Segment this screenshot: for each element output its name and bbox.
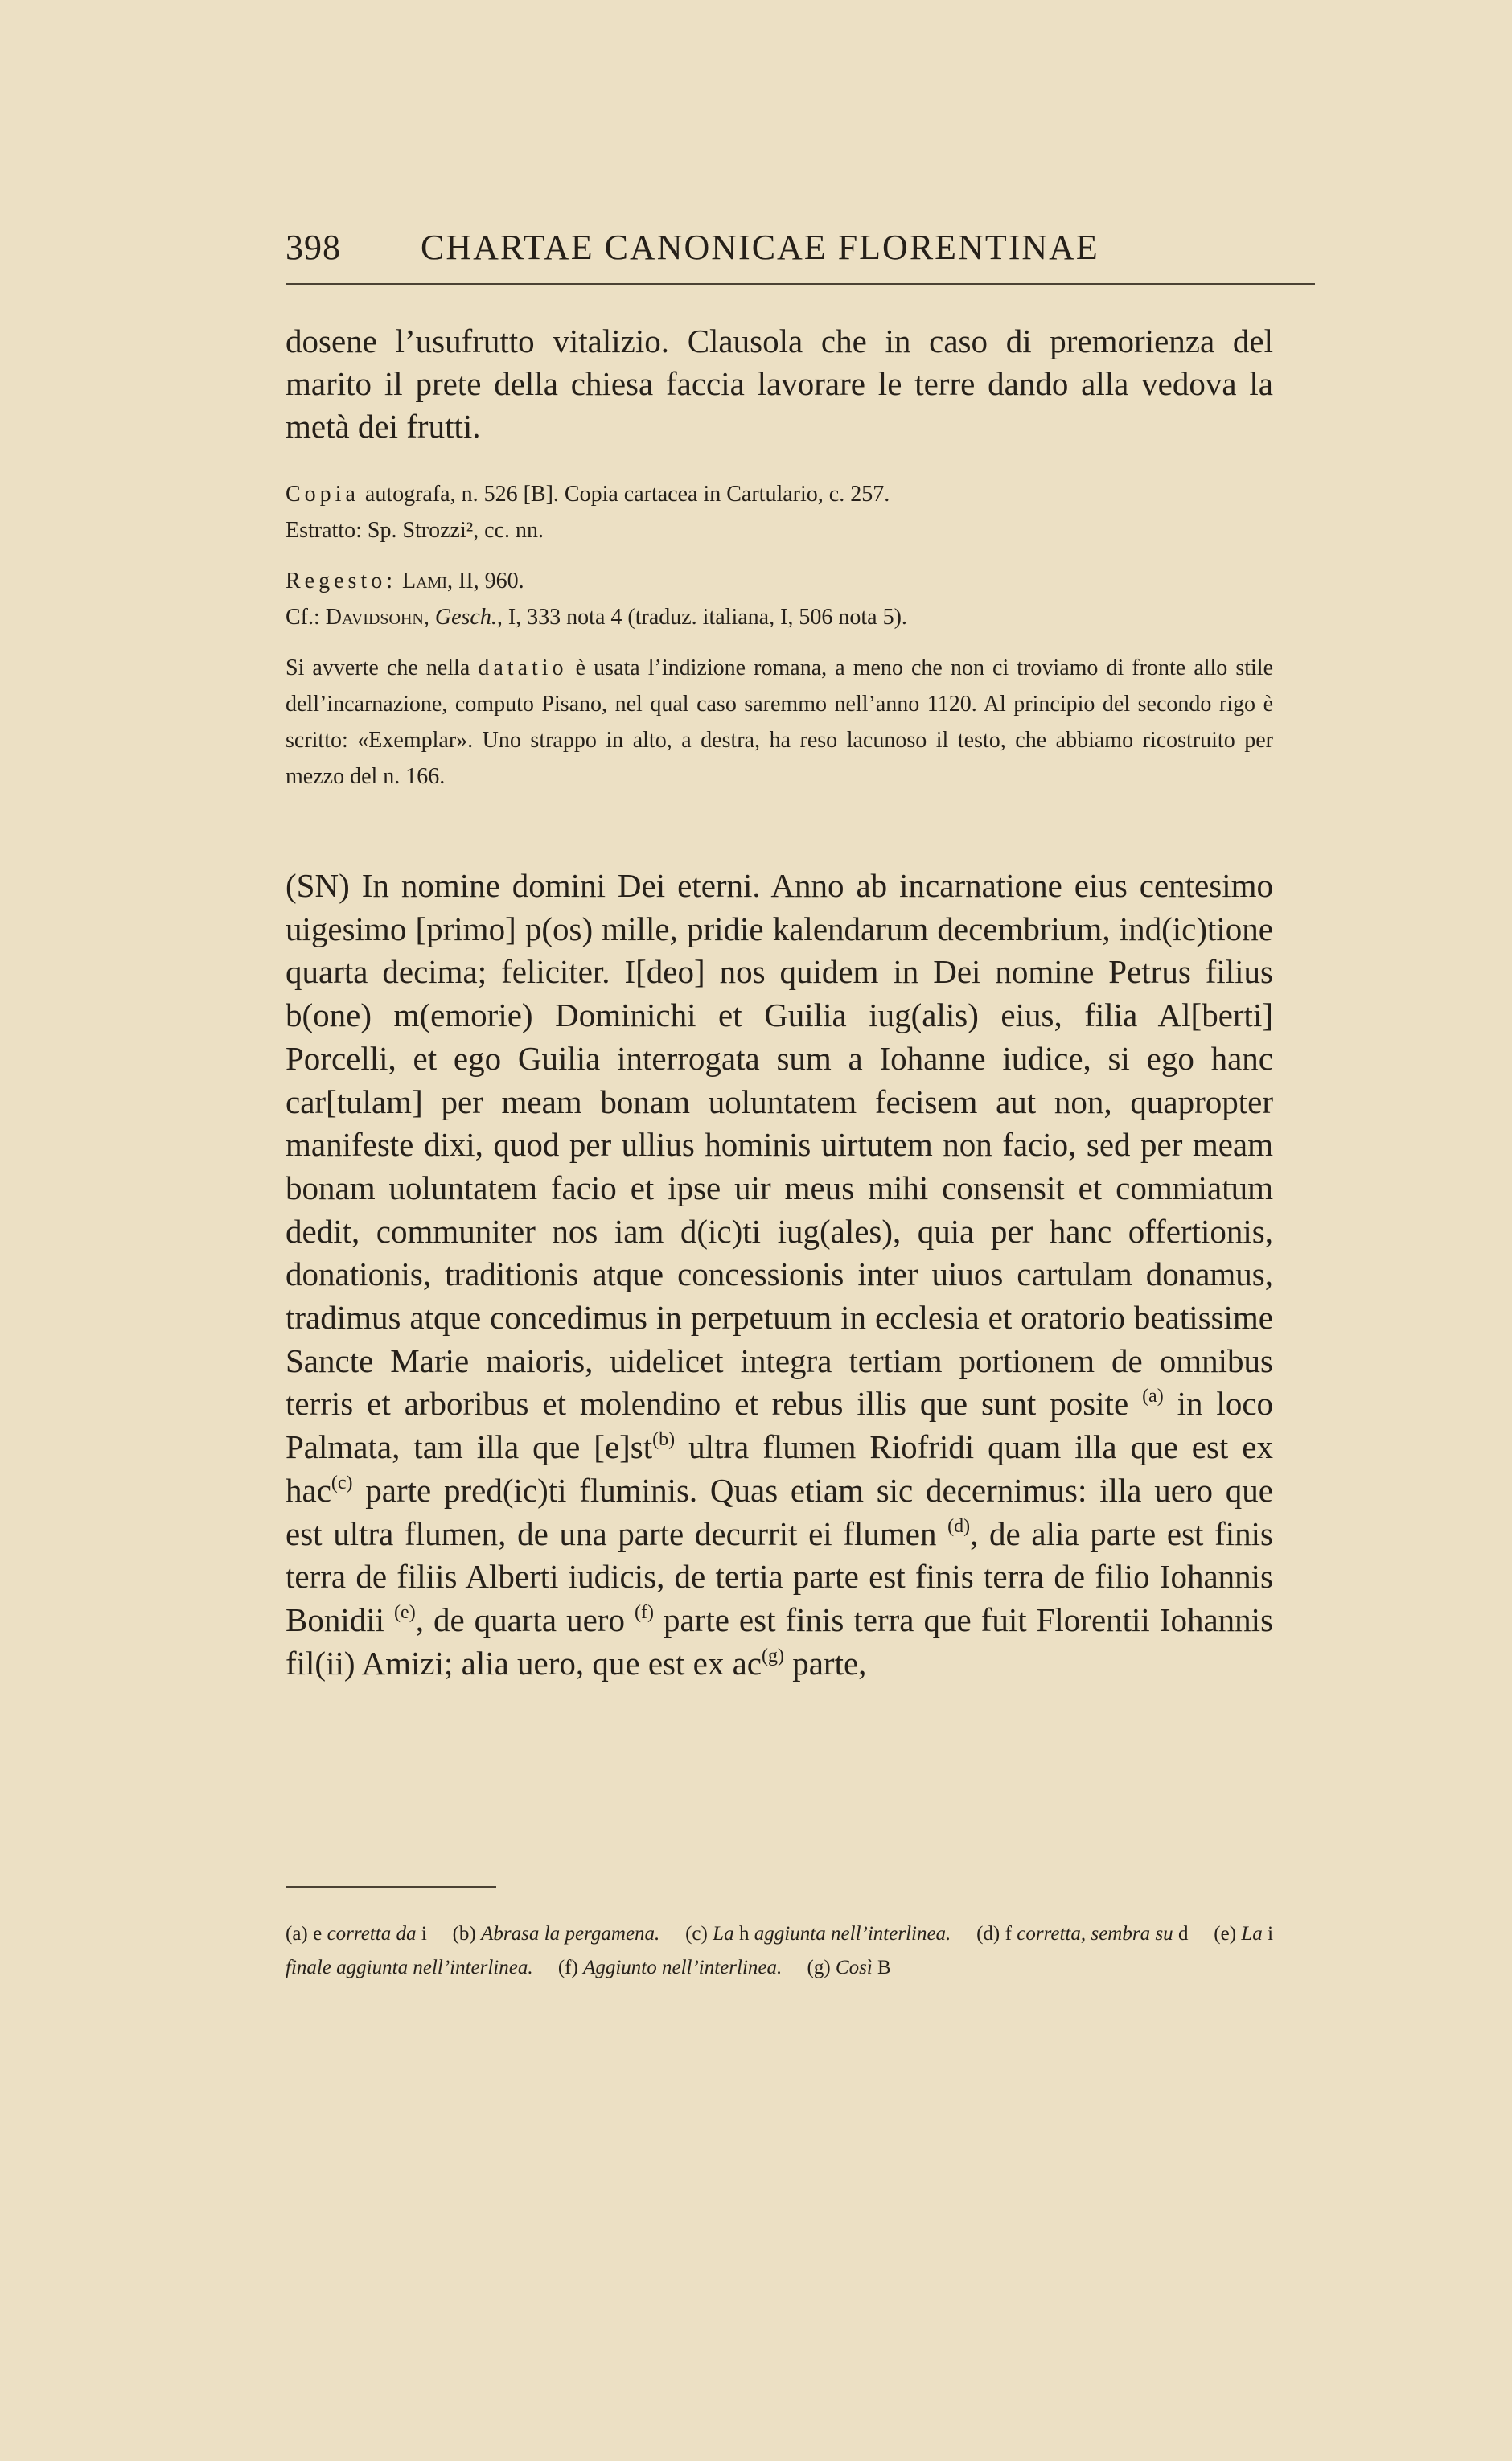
apparatus-f-text: Aggiunto nell’interlinea. [583,1957,783,1978]
apparatus-a-text-2: corretta da [327,1923,417,1945]
commentary-part-2: è usata l’indizione romana, a meno che non ci troviamo di fronte allo stile dell’incarnazione, computo Pisano, nel qual caso saremmo nell’anno 1120. Al principio del secondo rigo è scritto: «Exemplar». Uno strappo in alto, a destra, ha reso lacunoso il testo, che abbiamo ricostruito per mezzo del n. 166. [286,655,1274,789]
cf-work: Gesch., [434,605,503,630]
apparatus-a-text-3: i [421,1923,427,1945]
regesto-line [286,563,1273,635]
cf-label: Cf.: [286,605,320,630]
critical-apparatus [286,1917,1273,1985]
footnote-mark-c: (c) [331,1472,353,1493]
apparatus-b-text: Abrasa la pergamena. [481,1923,660,1945]
footnote-rule [286,1886,496,1888]
footnote-mark-d: (d) [947,1515,971,1537]
charter-part-8: parte, [792,1644,867,1682]
page-header [286,227,1273,275]
apparatus-g-text-2: B [877,1957,891,1978]
copia-line [286,476,1273,548]
charter-part-4: parte pred(ic)ti fluminis. Quas etiam sic decernimus: illa uero que est ultra flumen, de una parte decurrit ei flumen [286,1471,1273,1552]
apparatus-e-text-1: La [1241,1923,1263,1945]
apparatus-e-label: (e) [1214,1923,1237,1945]
apparatus-f-label: (f) [557,1957,578,1978]
footnote-mark-g: (g) [762,1645,784,1666]
commentary-paragraph [286,650,1273,795]
footnote-mark-b: (b) [652,1429,676,1451]
apparatus-d-text-3: d [1178,1923,1189,1945]
charter-part-6: , de quarta uero [415,1600,625,1638]
commentary-datatio: datatio [478,655,568,680]
apparatus-a-text-1: e [313,1923,323,1945]
apparatus-c-text-3: aggiunta nell’interlinea. [754,1923,951,1945]
apparatus-e-text-3: finale aggiunta nell’interlinea. [286,1957,533,1978]
summary-paragraph: dosene l’usufrutto vitalizio. Clausola che in caso di premorienza del marito il prete della chiesa faccia lavorare le terre dando alla vedova la metà dei frutti. [286,323,1273,445]
apparatus-g-label: (g) [807,1957,831,1978]
header-rule [286,283,1315,285]
copia-label: Copia [286,482,360,507]
charter-part-1: (SN) In nomine domini Dei eterni. Anno ab incarnatione eius centesimo uigesimo [primo] p(os) mille, pridie kalendarum decembrium, ind(ic)tione quarta decima; feliciter. I[deo] nos quidem in Dei nomine Petrus filius b(one) m(emorie) Dominichi et Guilia iug(alis) eius, filia Al[berti] Porcelli, et ego Guilia interrogata sum a Iohanne iudice, si ego hanc car[tulam] per meam bonam uoluntatem fecisem aut non, quapropter manifeste dixi, quod per ullius hominis uirtutem non facio, sed per meam bonam uoluntatem facio et ipse uir meus mihi consensit et commiatum dedit, communiter nos iam d(ic)ti iug(ales), quia per hanc offertionis, donationis, traditionis atque concessionis inter uiuos cartulam donamus, tradimus atque concedimus in perpetuum in ecclesia et oratorio beatissime Sancte Marie maioris, uidelicet integra tertiam portionem de omnibus terris et arboribus et molendino et rebus illis que sunt posite [286,867,1273,1423]
apparatus-d-label: (d) [976,1923,1000,1945]
copia-text: autografa, n. 526 [B]. Copia cartacea in Cartulario, c. 257. [364,482,890,507]
cf-author: Davidsohn, [325,605,429,630]
apparatus-c-text-2: h [738,1923,750,1945]
apparatus-a-label: (a) [286,1923,308,1945]
regesto-label: Regesto: [286,569,396,594]
apparatus-d-text-1: f [1005,1923,1012,1945]
apparatus-c-label: (c) [685,1923,708,1945]
footnote-mark-f: (f) [634,1601,654,1623]
editorial-notes [286,476,1273,795]
running-title: CHARTAE CANONICAE FLORENTINAE [421,228,1099,267]
estratto-label: Estratto: [286,518,362,543]
commentary-part-1: Si avverte che nella [286,655,470,680]
charter-part-3: ultra flumen Riofridi quam illa que est ex hac [286,1428,1273,1509]
charter-part-5: , de alia parte est finis terra de filiis Alberti iudicis, de tertia parte est finis terra de filio Iohannis Bonidii [286,1514,1273,1638]
estratto-text: Sp. Strozzi², cc. nn. [367,518,544,543]
page-number: 398 [286,228,341,267]
footnote-mark-a: (a) [1142,1386,1164,1407]
apparatus-d-text-2: corretta, sembra su [1017,1923,1173,1945]
apparatus-g-text-1: Così [835,1957,873,1978]
apparatus-e-text-2: i [1268,1923,1274,1945]
charter-part-2: in loco Palmata, tam illa que [e]st [286,1385,1274,1466]
charter-part-7: parte est finis terra que fuit Florentii Iohannis fil(ii) Amizi; alia uero, que est ex ac [286,1600,1274,1682]
cf-text: I, 333 nota 4 (traduz. italiana, I, 506 nota 5). [507,605,907,630]
apparatus-b-label: (b) [452,1923,476,1945]
apparatus-c-text-1: La [713,1923,734,1945]
charter-text [286,865,1273,1685]
regesto-text: Lami, II, 960. [402,569,524,594]
footnote-mark-e: (e) [394,1601,416,1623]
